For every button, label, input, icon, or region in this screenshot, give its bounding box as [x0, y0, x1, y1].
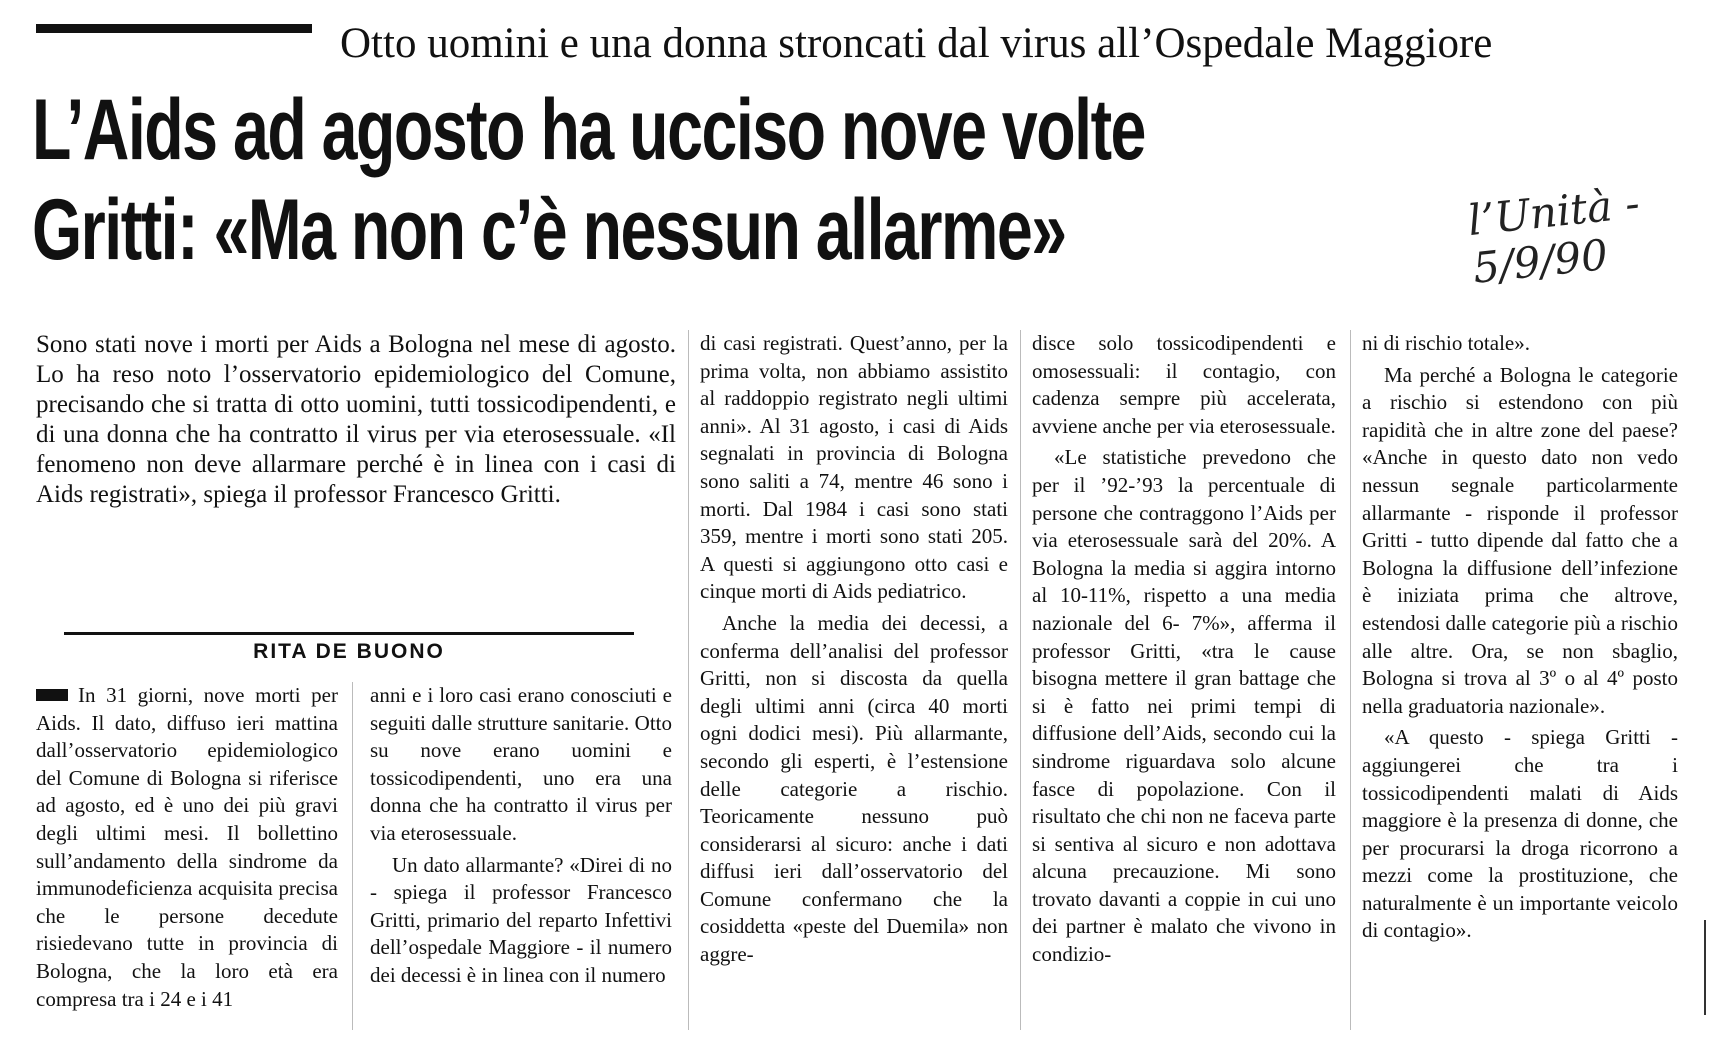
column-divider	[688, 330, 689, 1030]
column-divider	[1020, 330, 1021, 1030]
body-paragraph: disce solo tossicodipendenti e omosessuali: il contagio, con cadenza sempre più accelerata, avviene anche per via eterosessuale.	[1032, 331, 1336, 438]
body-paragraph: di casi registrati. Quest’anno, per la prima volta, non abbiamo assistito al raddoppio registrato negli ultimi anni». Al 31 agosto, i casi di Aids segnalati in provincia di Bologna sono saliti a 74, mentre 46 sono i morti. Dal 1984 i casi sono stati 359, mentre i morti sono stati 205. A questi si aggiungono otto casi e cinque morti di Aids pediatrico.	[700, 331, 1008, 604]
body-paragraph	[36, 682, 338, 1013]
body-paragraph: Anche la media dei decessi, a conferma dell’analisi del professor Gritti, non si discosta da quella degli ultimi anni (circa 40 morti ogni dodici mesi). Più allarmante, secondo gli esperti, è l’estensione delle categorie a rischio. Teoricamente nessuno può considerarsi al sicuro: anche i dati diffusi ieri dall’osservatorio del Comune confermano che la cosiddetta «peste del Duemila» non aggre-	[700, 610, 1008, 967]
article-start-marker	[36, 689, 68, 701]
handwritten-note-source: l’Unità -	[1465, 178, 1642, 246]
body-paragraph: «Le statistiche prevedono che per il ’92-’93 la percentuale di persone che contraggono l’Aids per via eterosessuale sarà del 20%. A Bologna la media si aggira intorno al 10-11%, rispetto a una media nazionale del 6- 7%», afferma il professor Gritti, «tra le cause bisogna mettere il gran battage che si è fatto nei primi tempi di diffusione dell’Aids, secondo cui la sindrome riguardava solo alcune fasce di popolazione. Con il risultato che chi non ne faceva parte si sentiva al sicuro e non adottava alcuna precauzione. Mi sono trovato davanti a coppie in cui uno dei partner è malato che vivono in condizio-	[1032, 445, 1336, 967]
body-column-5	[1362, 330, 1678, 949]
body-column-2	[370, 682, 672, 994]
column-divider	[352, 682, 353, 1030]
headline-line-1: L’Aids ad agosto ha ucciso nove volte	[32, 82, 1145, 178]
kicker: Otto uomini e una donna stroncati dal virus all’Ospedale Maggiore	[340, 20, 1493, 67]
body-paragraph: anni e i loro casi erano conosciuti e seguiti dalle strutture sanitarie. Otto su nove erano uomini e tossicodipendenti, uno era una donna che ha contratto il virus per via eterosessuale.	[370, 683, 672, 845]
body-paragraph: Ma perché a Bologna le categorie a rischio si estendono con più rapidità che in altre zone del paese? «Anche in questo dato non vedo nessun segnale particolarmente allarmante - risponde il professor Gritti - tutto dipende dal fatto che a Bologna la diffusione dell’infezione è iniziata prima che altrove, estendosi dalle categorie più a rischio alle altre. Ora, se non sbaglio, Bologna si trova al 3º o al 4º posto nella graduatoria nazionale».	[1362, 362, 1678, 718]
body-paragraph: Un dato allarmante? «Direi di no - spiega il professor Francesco Gritti, primario del reparto Infettivi dell’ospedale Maggiore - il numero dei decessi è in linea con il numero	[370, 852, 672, 987]
handwritten-note-date: 5/9/90	[1470, 229, 1611, 293]
top-rule	[36, 24, 312, 33]
byline: RITA DE BUONO	[253, 640, 445, 663]
body-paragraph-text: In 31 giorni, nove morti per Aids. Il dato, diffuso ieri mattina dall’osservatorio epidemiologico del Comune di Bologna si riferisce ad agosto, ed è uno dei più gravi degli ultimi mesi. Il bollettino sull’andamento della sindrome da immunodeficienza acquisita precisa che le persone decedute risiedevano tutte in provincia di Bologna, che la loro età era compresa tra i 24 e i 41	[36, 683, 338, 1011]
column-divider	[1350, 330, 1351, 1030]
byline-rule	[64, 632, 634, 635]
lead-paragraph: Sono stati nove i morti per Aids a Bologna nel mese di agosto. Lo ha reso noto l’osservatorio epidemiologico del Comune, precisando che si tratta di otto uomini, tutti tossicodipendenti, e di una donna che ha contratto il virus per via eterosessuale. «Il fenomeno non deve allarmare perché è in linea con i casi di Aids registrati», spiega il professor Francesco Gritti.	[36, 331, 676, 508]
body-column-4	[1032, 330, 1336, 973]
body-column-3	[700, 330, 1008, 973]
headline-line-2: Gritti: «Ma non c’è nessun allarme»	[32, 182, 1066, 278]
body-column-1	[36, 682, 338, 1017]
body-paragraph: «A questo - spiega Gritti - aggiungerei che tra i tossicodipendenti malati di Aids maggiore è la presenza di donne, che per procurarsi la droga ricorrono a mezzi come la prostituzione, che naturalmente è un importante veicolo di contagio».	[1362, 725, 1678, 943]
scan-edge-mark	[1704, 920, 1706, 1015]
body-paragraph: ni di rischio totale».	[1362, 331, 1530, 355]
handwritten-note	[1466, 173, 1705, 293]
